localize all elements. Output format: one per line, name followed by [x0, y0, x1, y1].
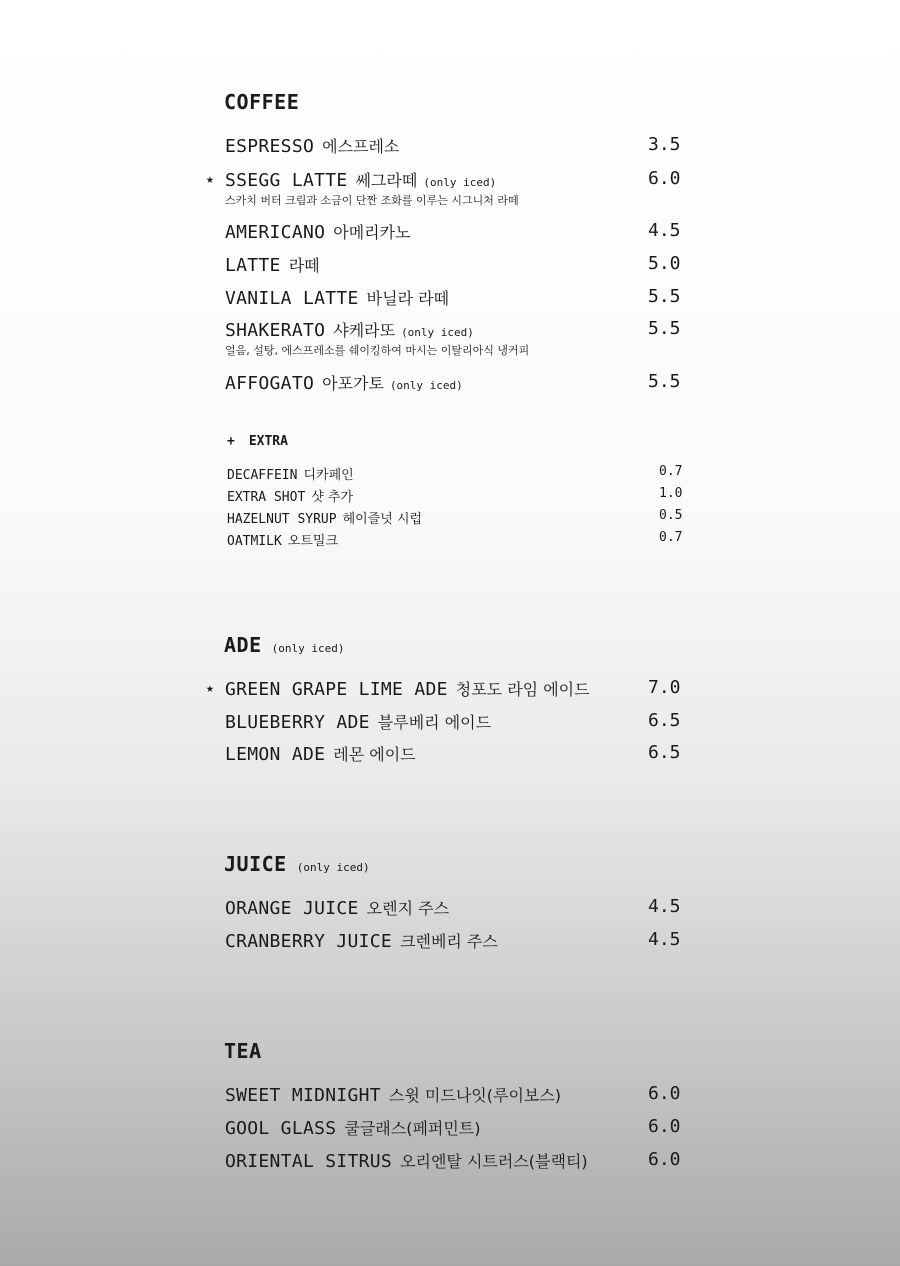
item-price: 4.5	[648, 896, 681, 917]
item-name: AFFOGATO	[225, 373, 315, 394]
item-korean-name: 에스프레소	[322, 137, 400, 156]
extra-name: EXTRA SHOT	[227, 490, 306, 505]
item-note: (only iced)	[389, 379, 463, 392]
item-description: 얼음, 설탕, 에스프레소를 쉐이킹하여 마시는 이탈리아식 냉커피	[225, 344, 530, 357]
item-name: ORIENTAL SITRUS	[225, 1151, 393, 1172]
item-name: SSEGG LATTE	[225, 170, 348, 191]
item-price: 5.5	[648, 286, 681, 307]
item-note: (only iced)	[423, 176, 497, 189]
item-price: 6.0	[648, 168, 681, 189]
item-price: 6.0	[648, 1116, 681, 1137]
item-name: SWEET MIDNIGHT	[225, 1085, 381, 1106]
item-korean-name: 블루베리 에이드	[377, 713, 492, 732]
item-korean-name: 오렌지 주스	[366, 899, 450, 918]
item-name: CRANBERRY JUICE	[225, 931, 393, 952]
item-price: 4.5	[648, 929, 681, 950]
item-korean-name: 아포가토	[322, 374, 384, 393]
item-name: BLUEBERRY ADE	[225, 712, 370, 733]
item-name: ORANGE JUICE	[225, 898, 359, 919]
item-korean-name: 청포도 라임 에이드	[455, 680, 590, 699]
item-korean-name: 샤케라또	[333, 321, 396, 340]
extra-korean-name: 샷 추가	[311, 490, 354, 505]
extra-price: 1.0	[659, 486, 683, 501]
item-price: 3.5	[648, 134, 681, 155]
item-price: 5.0	[648, 253, 681, 274]
extra-price: 0.7	[659, 530, 683, 545]
extra-title: + EXTRA	[227, 434, 288, 449]
item-korean-name: 오리엔탈 시트러스(블랙티)	[400, 1152, 588, 1171]
item-price: 5.5	[648, 371, 681, 392]
star-icon: ★	[206, 681, 214, 696]
item-price: 6.0	[648, 1149, 681, 1170]
item-price: 6.0	[648, 1083, 681, 1104]
star-icon: ★	[206, 172, 214, 187]
item-description: 스카치 버터 크림과 소금이 단짠 조화를 이루는 시그니처 라떼	[225, 194, 519, 207]
item-price: 4.5	[648, 220, 681, 241]
item-name: GREEN GRAPE LIME ADE	[225, 679, 448, 700]
item-name: SHAKERATO	[225, 320, 326, 341]
extra-price: 0.5	[659, 508, 683, 523]
extra-korean-name: 디카페인	[303, 468, 354, 483]
item-korean-name: 쎄그라떼	[355, 171, 418, 190]
item-price: 5.5	[648, 318, 681, 339]
extra-korean-name: 오트밀크	[287, 534, 339, 549]
item-korean-name: 스윗 미드나잇(루이보스)	[388, 1086, 562, 1105]
coffee-title: COFFEE	[224, 90, 300, 114]
item-korean-name: 아메리카노	[333, 223, 411, 242]
item-name: AMERICANO	[225, 222, 326, 243]
tea-title: TEA	[224, 1039, 262, 1063]
section-note: (only iced)	[271, 642, 345, 655]
item-name: ESPRESSO	[225, 136, 315, 157]
plus-icon: +	[227, 434, 235, 449]
extra-name: HAZELNUT SYRUP	[227, 512, 337, 527]
item-name: LATTE	[225, 255, 281, 276]
item-name: GOOL GLASS	[225, 1118, 337, 1139]
item-korean-name: 크렌베리 주스	[400, 932, 498, 951]
extra-name: OATMILK	[227, 534, 282, 549]
juice-title: JUICE (only iced)	[224, 852, 370, 876]
item-korean-name: 쿨글래스(페퍼민트)	[344, 1119, 481, 1138]
item-korean-name: 라떼	[288, 256, 320, 275]
item-price: 6.5	[648, 742, 681, 763]
item-price: 6.5	[648, 710, 681, 731]
item-note: (only iced)	[401, 326, 474, 339]
item-korean-name: 레몬 에이드	[333, 745, 416, 764]
item-price: 7.0	[648, 677, 681, 698]
item-name: VANILA LATTE	[225, 288, 359, 309]
extra-korean-name: 헤이즐넛 시럽	[342, 512, 423, 527]
extra-name: DECAFFEIN	[227, 468, 298, 483]
item-name: LEMON ADE	[225, 744, 326, 765]
ade-title: ADE (only iced)	[224, 633, 345, 657]
item-korean-name: 바닐라 라떼	[366, 289, 450, 308]
section-note: (only iced)	[296, 861, 370, 874]
extra-price: 0.7	[659, 464, 683, 479]
